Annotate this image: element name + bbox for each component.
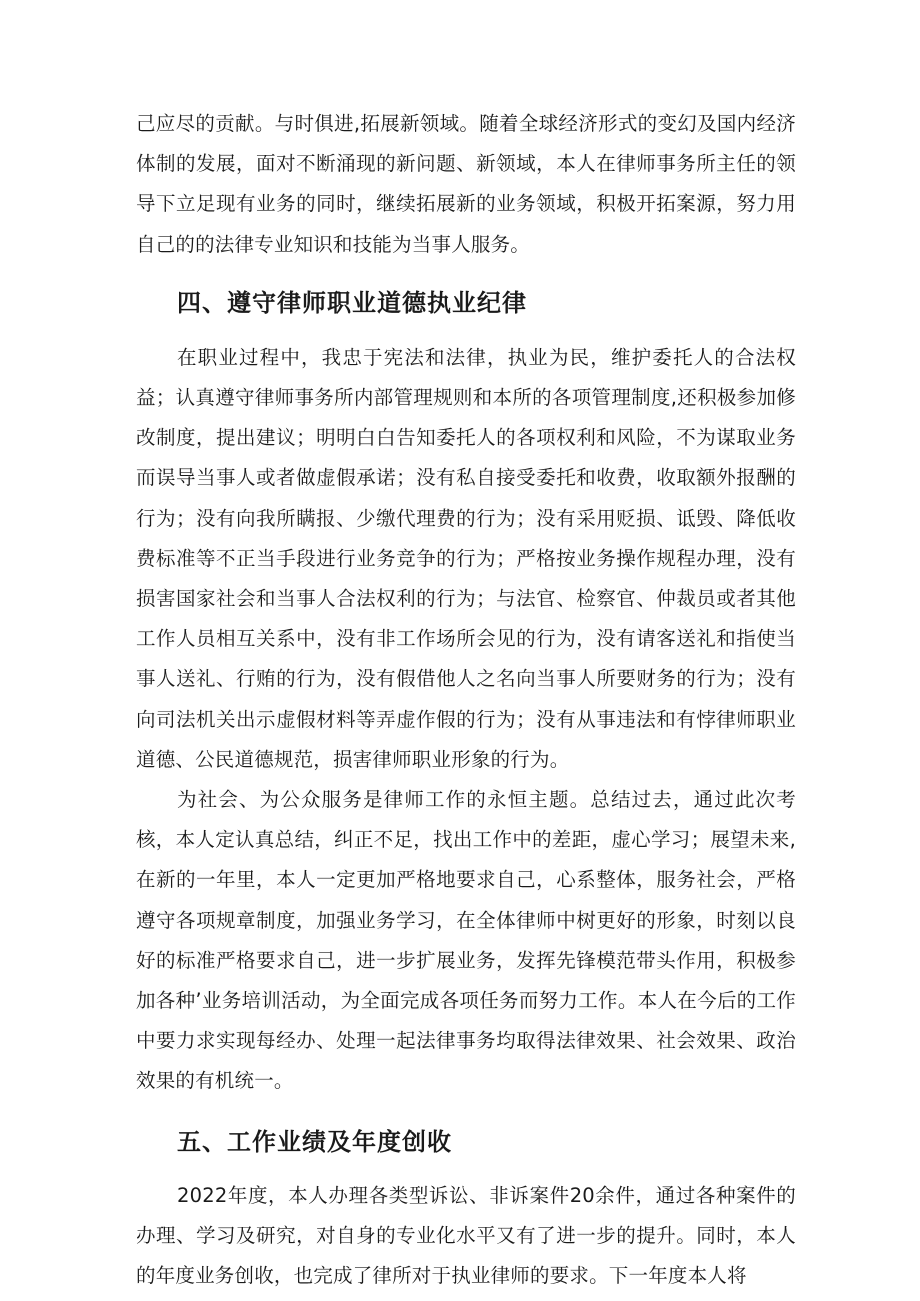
section5-paragraph-1: 2022年度，本人办理各类型诉讼、非诉案件20余件，通过各种案件的办理、学习及研究，对自身的专业化水平又有了进一步的提升。同时，本人的年度业务创收，也完成了律所对于执业律师的要求。下一年度本人将	[136, 1183, 796, 1288]
paragraph-continued: 己应尽的贡献。与时俱进,拓展新领域。随着全球经济形式的变幻及国内经济体制的发展，面对不断涌现的新问题、新领域，本人在律师事务所主任的领导下立足现有业务的同时，继续拓展新的业务领域，积极开拓案源，努力用自己的的法律专业知识和技能为当事人服务。	[136, 112, 796, 256]
section4-paragraph-2: 为社会、为公众服务是律师工作的永恒主题。总结过去，通过此次考核，本人定认真总结，纠正不足，找出工作中的差距，虚心学习；展望未来,在新的一年里，本人一定更加严格地要求自己，心系整体，服务社会，严格遵守各项规章制度，加强业务学习，在全体律师中树更好的形象，时刻以良好的标准严格要求自己，进一步扩展业务，发挥先锋模范带头作用，积极参加各种’业务培训活动，为全面完成各项任务而努力工作。本人在今后的工作中要力求实现每经办、处理一起法律事务均取得法律效果、社会效果、政治效果的有机统一。	[136, 788, 796, 1093]
section-heading-5: 五、工作业绩及年度创收	[177, 1127, 452, 1156]
document-page	[136, 104, 796, 1296]
section-heading-4: 四、遵守律师职业道德执业纪律	[177, 288, 527, 317]
section4-paragraph-1: 在职业过程中，我忠于宪法和法律，执业为民，维护委托人的合法权益；认真遵守律师事务所内部管理规则和本所的各项管理制度,还积极参加修改制度，提出建议；明明白白告知委托人的各项权利和风险，不为谋取业务而误导当事人或者做虚假承诺；没有私自接受委托和收费，收取额外报酬的行为；没有向我所瞒报、少缴代理费的行为；没有采用贬损、诋毁、降低收费标准等不正当手段进行业务竞争的行为；严格按业务操作规程办理，没有损害国家社会和当事人合法权利的行为；与法官、检察官、仲裁员或者其他工作人员相互关系中，没有非工作场所会见的行为，没有请客送礼和指使当事人送礼、行贿的行为，没有假借他人之名向当事人所要财务的行为；没有向司法机关出示虚假材料等弄虚作假的行为；没有从事违法和有悖律师职业道德、公民道德规范，损害律师职业形象的行为。	[136, 345, 796, 771]
